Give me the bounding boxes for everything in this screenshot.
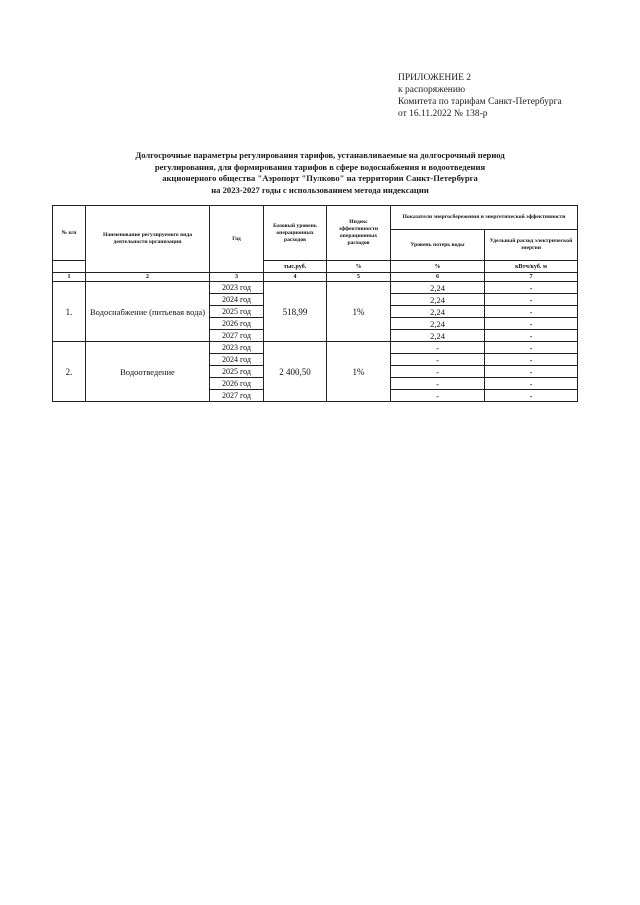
- electricity-value: -: [485, 378, 578, 390]
- water-loss-value: -: [391, 378, 485, 390]
- water-loss-value: -: [391, 354, 485, 366]
- year-cell: 2026 год: [210, 318, 264, 330]
- column-number-row: [53, 273, 578, 282]
- electricity-value: -: [485, 342, 578, 354]
- title-line: на 2023-2027 годы с использованием метода индексации: [211, 184, 429, 195]
- title-line: акционерного общества "Аэропорт "Пулково" на территории Санкт-Петербурга: [162, 173, 478, 183]
- title-line: Долгосрочные параметры регулирования тарифов, устанавливаемые на долгосрочный период: [135, 150, 505, 160]
- electricity-value: -: [485, 306, 578, 318]
- efficiency-index-value: 1%: [327, 342, 391, 402]
- year-cell: 2024 год: [210, 294, 264, 306]
- unit-water-loss: %: [391, 261, 485, 273]
- group-num: 1.: [53, 282, 86, 342]
- appendix-date: от 16.11.2022 № 138-р: [398, 109, 488, 119]
- year-cell: 2025 год: [210, 366, 264, 378]
- col-number: 5: [327, 273, 391, 282]
- year-cell: 2026 год: [210, 378, 264, 390]
- group-name: Водоснабжение (питьевая вода): [86, 282, 210, 342]
- water-loss-value: -: [391, 390, 485, 402]
- header-water-loss: Уровень потерь воды: [391, 230, 485, 261]
- table-row: [53, 342, 578, 354]
- year-cell: 2027 год: [210, 330, 264, 342]
- electricity-value: -: [485, 366, 578, 378]
- title-line: регулирования, для формирования тарифов в сфере водоснабжения и водоотведения: [154, 161, 486, 172]
- year-cell: 2023 год: [210, 342, 264, 354]
- col-number: 4: [264, 273, 327, 282]
- appendix-committee: Комитета по тарифам Санкт-Петербурга: [398, 97, 562, 107]
- base-level-value: 518,99: [264, 282, 327, 342]
- col-number: 1: [53, 273, 86, 282]
- water-loss-value: 2,24: [391, 330, 485, 342]
- water-loss-value: 2,24: [391, 318, 485, 330]
- unit-base-level: тыс.руб.: [264, 261, 327, 273]
- appendix-block: [398, 72, 562, 120]
- water-loss-value: 2,24: [391, 306, 485, 318]
- header-base-level: Базовый уровень операционных расходов: [264, 206, 327, 261]
- group-num: 2.: [53, 342, 86, 402]
- appendix-label: ПРИЛОЖЕНИЕ 2: [398, 73, 472, 83]
- header-activity: Наименование регулируемого вида деятельности организации: [86, 206, 210, 273]
- appendix-order-ref: к распоряжению: [398, 85, 466, 95]
- electricity-value: -: [485, 330, 578, 342]
- document-title: [80, 150, 560, 196]
- electricity-value: -: [485, 354, 578, 366]
- col-number: 6: [391, 273, 485, 282]
- col-number: 7: [485, 273, 578, 282]
- electricity-value: -: [485, 318, 578, 330]
- unit-efficiency-index: %: [327, 261, 391, 273]
- header-energy-group: Показатели энергосбережения и энергетической эффективности: [391, 206, 578, 230]
- water-loss-value: -: [391, 366, 485, 378]
- year-cell: 2023 год: [210, 282, 264, 294]
- electricity-value: -: [485, 282, 578, 294]
- col-number: 2: [86, 273, 210, 282]
- electricity-value: -: [485, 390, 578, 402]
- header-electricity: Удельный расход электрической энергии: [485, 230, 578, 261]
- header-num: № п/п: [53, 206, 86, 261]
- year-cell: 2025 год: [210, 306, 264, 318]
- unit-electricity: кВтч/куб. м: [485, 261, 578, 273]
- water-loss-value: 2,24: [391, 294, 485, 306]
- base-level-value: 2 400,50: [264, 342, 327, 402]
- water-loss-value: -: [391, 342, 485, 354]
- table-row: [53, 282, 578, 294]
- col-number: 3: [210, 273, 264, 282]
- electricity-value: -: [485, 294, 578, 306]
- efficiency-index-value: 1%: [327, 282, 391, 342]
- year-cell: 2024 год: [210, 354, 264, 366]
- parameters-table: [52, 205, 578, 402]
- year-cell: 2027 год: [210, 390, 264, 402]
- header-year: Год: [210, 206, 264, 273]
- header-efficiency-index: Индекс эффективности операционных расходов: [327, 206, 391, 261]
- water-loss-value: 2,24: [391, 282, 485, 294]
- group-name: Водоотведение: [86, 342, 210, 402]
